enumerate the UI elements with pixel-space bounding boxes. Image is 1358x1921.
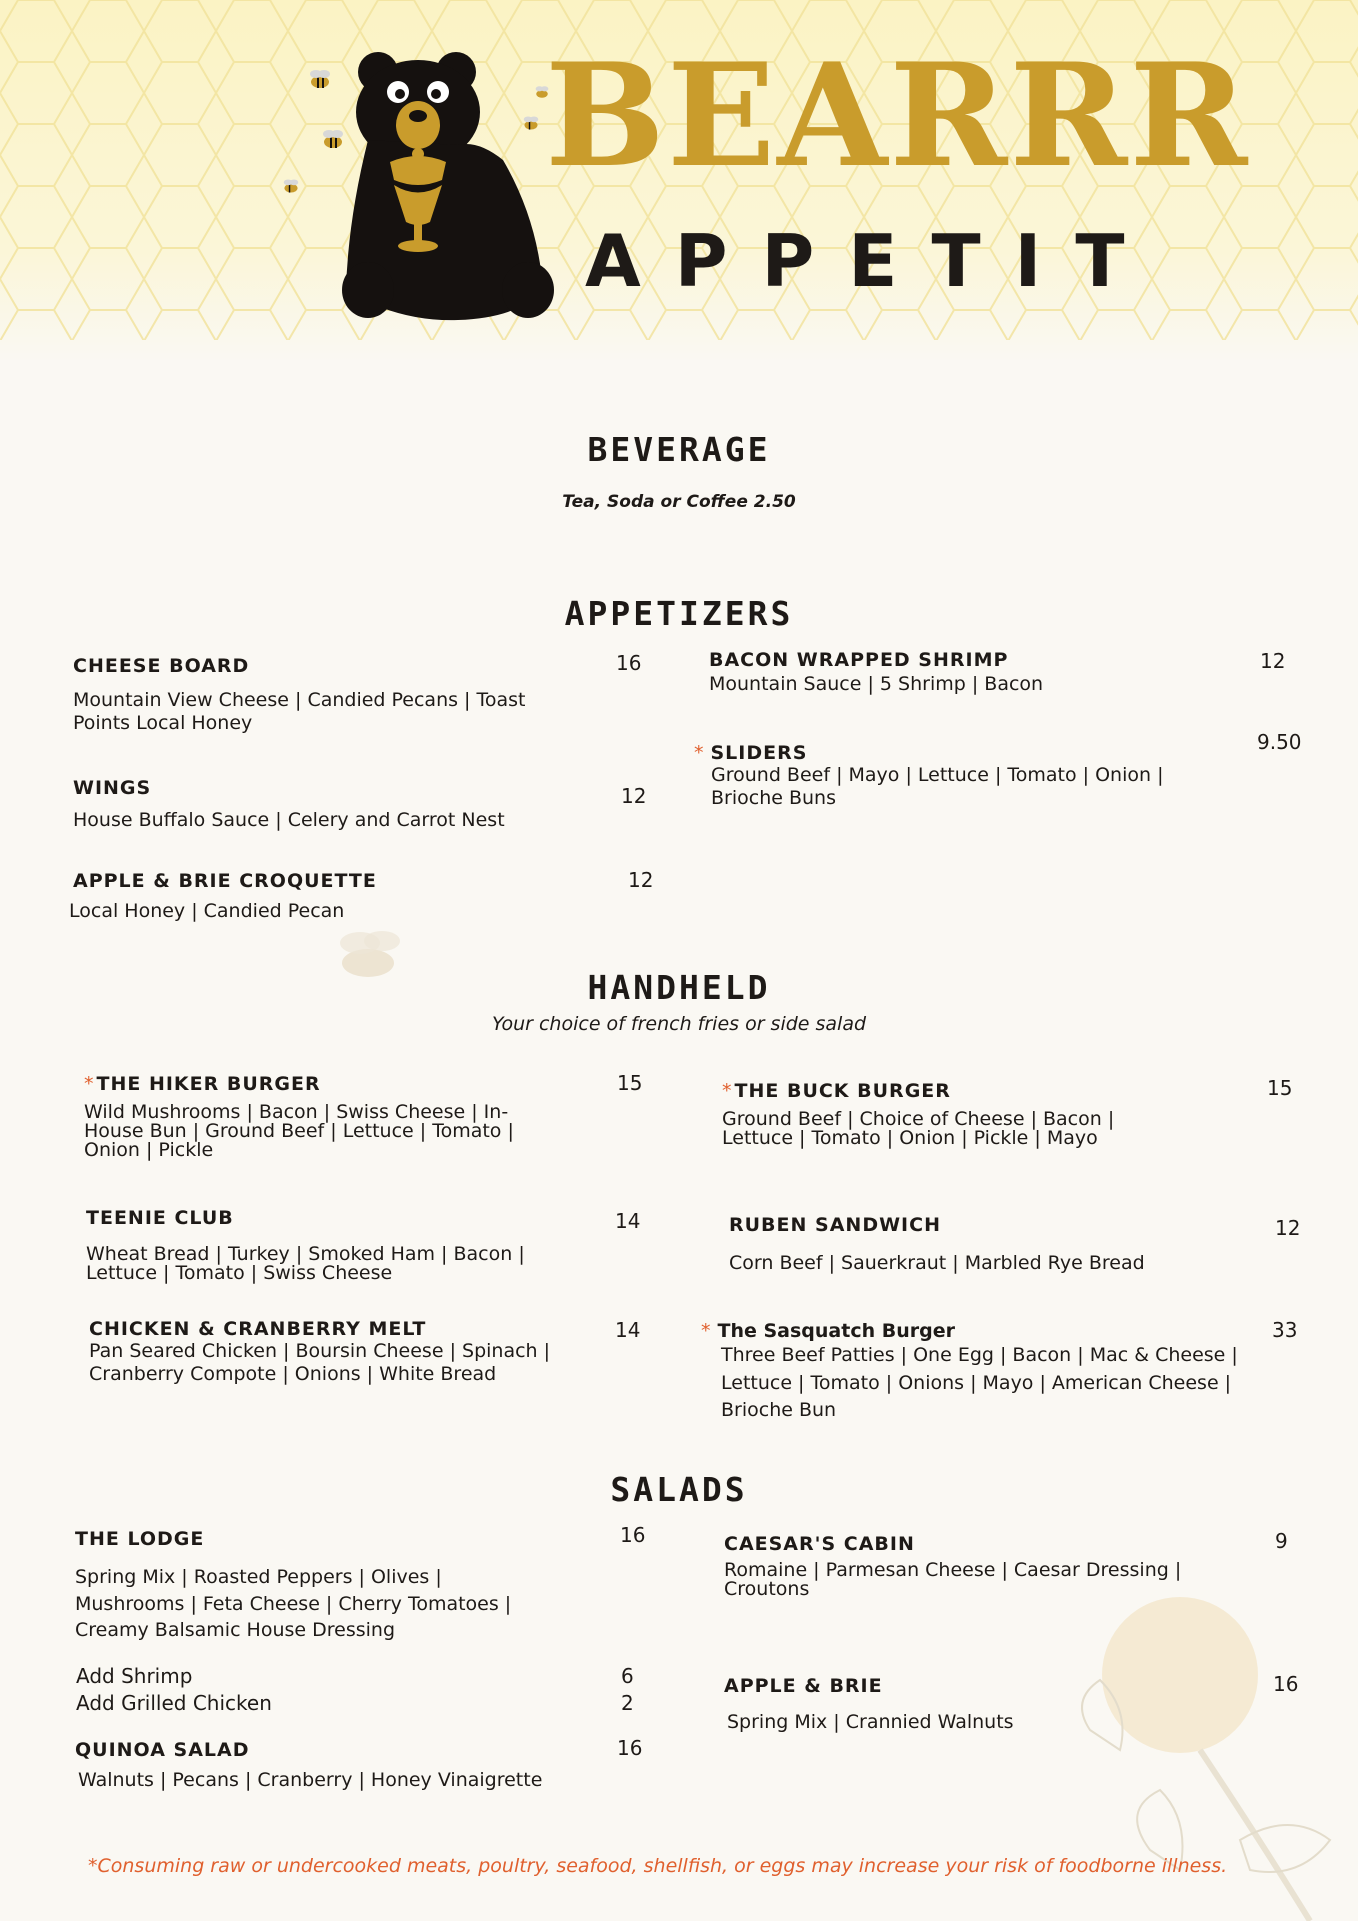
- item-description: Local Honey | Candied Pecan: [69, 900, 345, 922]
- menu-item-caesars-cabin: [724, 1533, 1224, 1599]
- menu-item-ruben-sandwich: [729, 1214, 1229, 1275]
- item-description: House Buffalo Sauce | Celery and Carrot Nest: [73, 809, 505, 831]
- item-price: 12: [621, 784, 647, 808]
- item-price: 12: [628, 868, 654, 892]
- item-name: [701, 1320, 1261, 1342]
- menu-item-chicken-cranberry-melt: [89, 1318, 609, 1386]
- item-price: 14: [615, 1209, 641, 1233]
- item-price: 9: [1275, 1529, 1288, 1553]
- item-description: Mountain Sauce | 5 Shrimp | Bacon: [709, 673, 1044, 695]
- item-name: APPLE & BRIE: [724, 1675, 883, 1697]
- menu-item-apple-brie-salad: [724, 1675, 1224, 1734]
- item-price: 16: [616, 651, 642, 675]
- item-name: TEENIE CLUB: [86, 1207, 234, 1229]
- item-name: [694, 742, 1234, 764]
- item-description: Corn Beef | Sauerkraut | Marbled Rye Bread: [729, 1252, 1145, 1274]
- item-name: BACON WRAPPED SHRIMP: [709, 649, 1009, 671]
- item-name: CHICKEN & CRANBERRY MELT: [89, 1318, 427, 1340]
- bee-icon: [318, 128, 348, 150]
- bear-logo-icon: [338, 50, 558, 325]
- menu-item-teenie-club: [86, 1207, 566, 1283]
- raw-warning-mark: *: [694, 742, 705, 764]
- item-name: CAESAR'S CABIN: [724, 1533, 915, 1555]
- item-name: THE LODGE: [75, 1528, 205, 1550]
- menu-item-the-lodge: [75, 1528, 575, 1644]
- item-name: APPLE & BRIE CROQUETTE: [73, 870, 377, 892]
- item-name: RUBEN SANDWICH: [729, 1214, 941, 1236]
- item-description: Spring Mix | Roasted Peppers | Olives | Mushrooms | Feta Cheese | Cherry Tomatoes | Creamy Balsamic House Dressing: [75, 1566, 512, 1642]
- menu-item-apple-brie-croquette: [69, 870, 593, 923]
- beverage-title: BEVERAGE: [587, 430, 771, 469]
- item-description: Ground Beef | Mayo | Lettuce | Tomato | Onion | Brioche Buns: [711, 764, 1164, 809]
- item-price: 9.50: [1257, 730, 1302, 754]
- bee-icon: [520, 115, 542, 131]
- item-price: 33: [1272, 1318, 1298, 1342]
- addon-chicken-label: Add Grilled Chicken: [76, 1691, 272, 1715]
- handheld-note: Your choice of french fries or side salad: [491, 1013, 867, 1035]
- menu-item-buck-burger: [722, 1080, 1192, 1148]
- item-price: 15: [617, 1071, 643, 1095]
- beverage-line: Tea, Soda or Coffee 2.50: [562, 492, 796, 512]
- bee-icon: [305, 68, 335, 90]
- addon-chicken-price: 2: [621, 1691, 634, 1715]
- item-price: 16: [620, 1523, 646, 1547]
- item-name: [722, 1080, 1192, 1102]
- item-description: Wild Mushrooms | Bacon | Swiss Cheese | In-House Bun | Ground Beef | Lettuce | Tomato | Onion | Pickle: [84, 1101, 514, 1161]
- addon-shrimp-label: Add Shrimp: [76, 1664, 193, 1688]
- item-description: Spring Mix | Crannied Walnuts: [727, 1711, 1014, 1733]
- item-description: Ground Beef | Choice of Cheese | Bacon | Lettuce | Tomato | Onion | Pickle | Mayo: [722, 1108, 1115, 1149]
- item-price: 12: [1275, 1216, 1301, 1240]
- item-price: 16: [1273, 1672, 1299, 1696]
- item-name: CHEESE BOARD: [73, 655, 250, 677]
- menu-item-sliders: [694, 742, 1234, 810]
- item-name-text: THE HIKER BURGER: [96, 1073, 321, 1095]
- item-price: 14: [615, 1318, 641, 1342]
- item-name-text: SLIDERS: [710, 742, 808, 764]
- menu-item-cheese-board: [73, 655, 593, 735]
- item-price: 16: [617, 1736, 643, 1760]
- item-price: 12: [1260, 649, 1286, 673]
- menu-item-sasquatch-burger: [701, 1320, 1261, 1425]
- menu-item-quinoa-salad: [75, 1739, 595, 1792]
- item-name: [84, 1073, 564, 1095]
- logo-title: BEARRR: [545, 33, 1250, 199]
- item-name-text: The Sasquatch Burger: [717, 1320, 955, 1342]
- addon-shrimp-price: 6: [621, 1664, 634, 1688]
- menu-item-hiker-burger: [84, 1073, 564, 1160]
- raw-warning-mark: *: [84, 1073, 95, 1095]
- handheld-title: HANDHELD: [587, 968, 771, 1007]
- appetizers-title: APPETIZERS: [564, 594, 794, 633]
- raw-warning-mark: *: [701, 1320, 712, 1342]
- bee-icon: [280, 178, 302, 194]
- item-description: Three Beef Patties | One Egg | Bacon | Mac & Cheese | Lettuce | Tomato | Onions | Mayo | American Cheese | Brioche Bun: [721, 1344, 1238, 1422]
- item-description: Wheat Bread | Turkey | Smoked Ham | Bacon | Lettuce | Tomato | Swiss Cheese: [86, 1243, 525, 1284]
- salads-title: SALADS: [610, 1470, 748, 1509]
- item-name-text: THE BUCK BURGER: [734, 1080, 951, 1102]
- menu-item-wings: [73, 777, 593, 832]
- item-price: 15: [1267, 1076, 1293, 1100]
- menu-item-bacon-wrapped-shrimp: [709, 649, 1269, 696]
- item-description: Mountain View Cheese | Candied Pecans | Toast Points Local Honey: [73, 689, 526, 734]
- raw-warning-mark: *: [722, 1080, 733, 1102]
- logo-subtitle: APPETIT: [585, 219, 1159, 303]
- foodborne-illness-disclaimer: *Consuming raw or undercooked meats, poultry, seafood, shellfish, or eggs may increase your risk of foodborne illness.: [88, 1855, 1228, 1877]
- item-name: QUINOA SALAD: [75, 1739, 250, 1761]
- item-description: Romaine | Parmesan Cheese | Caesar Dressing | Croutons: [724, 1559, 1182, 1600]
- item-description: Walnuts | Pecans | Cranberry | Honey Vinaigrette: [78, 1769, 543, 1791]
- item-name: WINGS: [73, 777, 152, 799]
- item-description: Pan Seared Chicken | Boursin Cheese | Spinach | Cranberry Compote | Onions | White Bread: [89, 1340, 551, 1385]
